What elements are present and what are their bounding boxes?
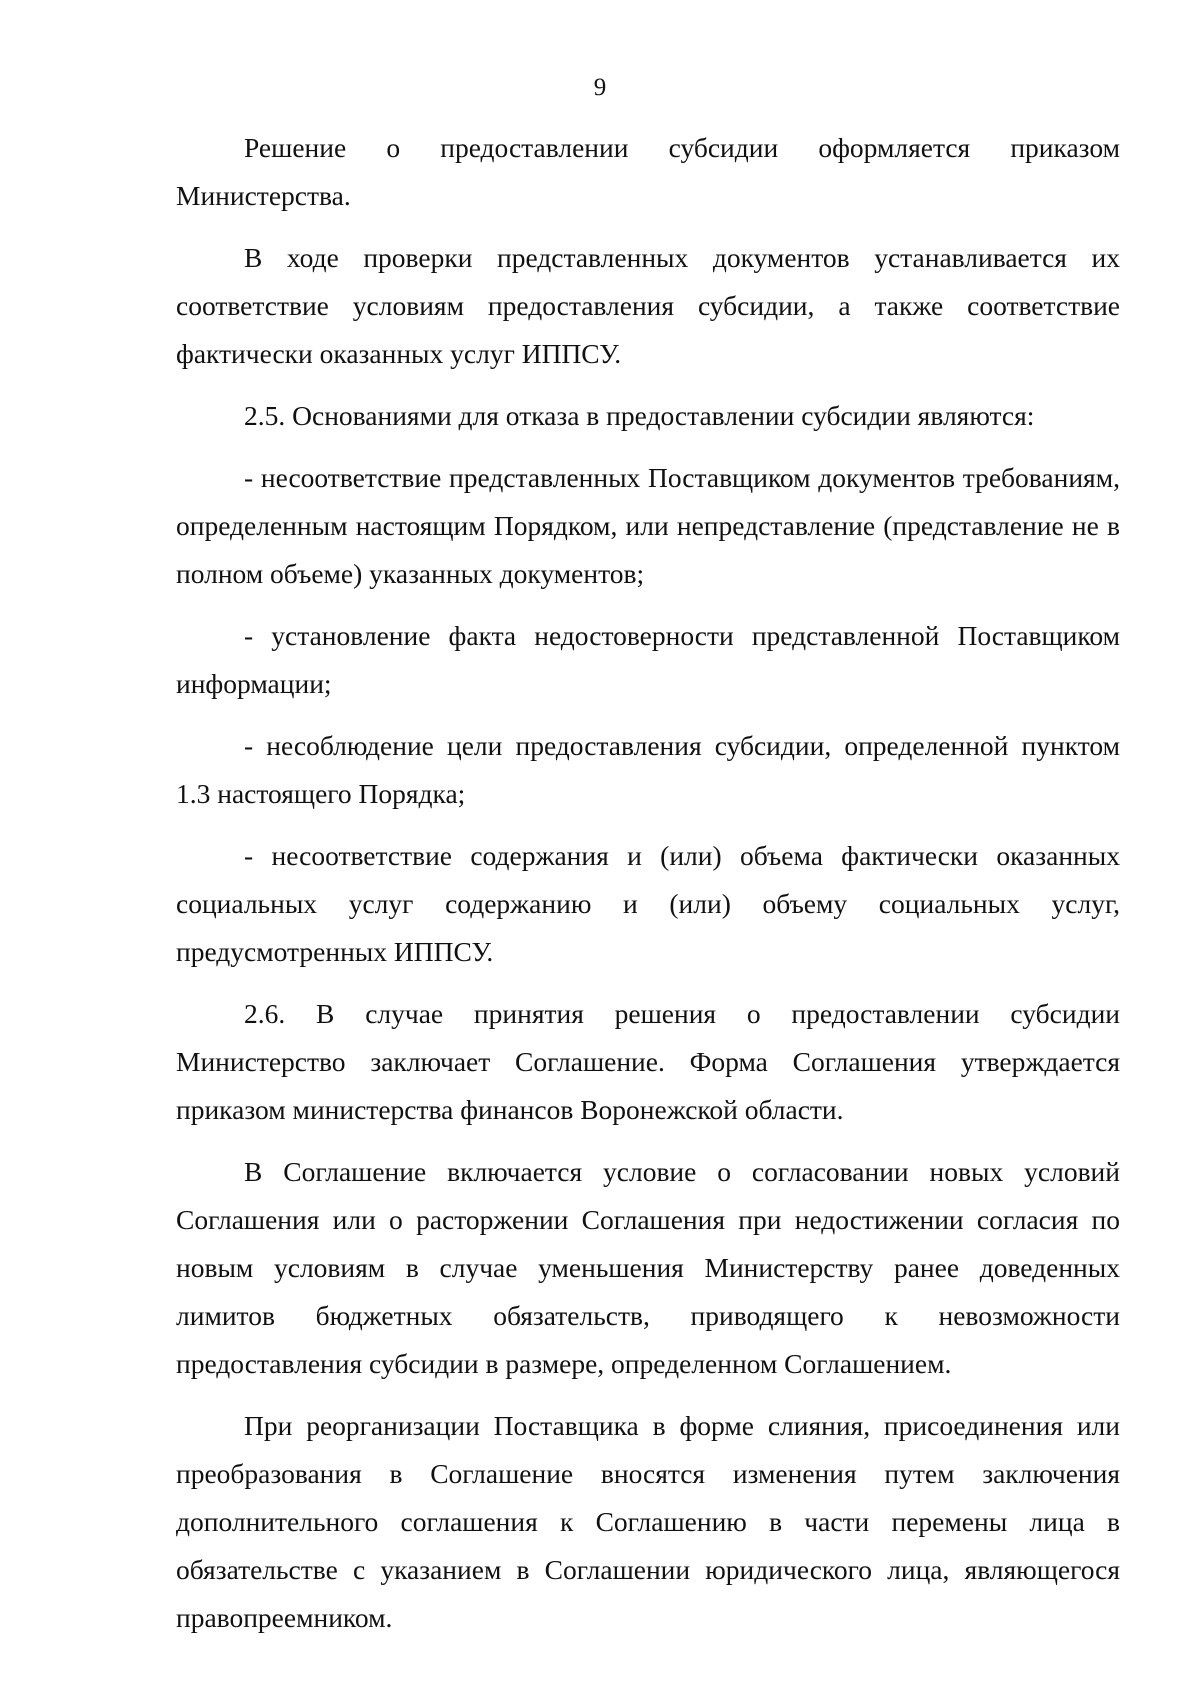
paragraph-decision-order: Решение о предоставлении субсидии оформляется приказом Министерства.	[176, 132, 1120, 211]
paragraph-agreement-conditions: В Соглашение включается условие о согласовании новых условий Соглашения или о расторжении Соглашения при недостижении согласия по новым условиям в случае уменьшения Министерству ранее доведенных лимитов бюджетных обязательств, приводящего к невозможности предоставления субсидии в размере, определенном Соглашением.	[176, 1156, 1120, 1379]
document-body	[176, 124, 1120, 1656]
list-item-services-mismatch: - несоответствие содержания и (или) объема фактически оказанных социальных услуг содержанию и (или) объему социальных услуг, предусмотренных ИППСУ.	[176, 840, 1120, 967]
paragraph-reorganization: При реорганизации Поставщика в форме слияния, присоединения или преобразования в Соглашение вносятся изменения путем заключения дополнительного соглашения к Соглашению в части перемены лица в обязательстве с указанием в Соглашении юридического лица, являющегося правопреемником.	[176, 1410, 1120, 1633]
paragraph-2-5-refusal-grounds: 2.5. Основаниями для отказа в предоставлении субсидии являются:	[244, 400, 1035, 431]
page-number: 9	[593, 74, 607, 101]
paragraph-2-6-agreement: 2.6. В случае принятия решения о предоставлении субсидии Министерство заключает Соглашение. Форма Соглашения утверждается приказом министерства финансов Воронежской области.	[176, 998, 1120, 1125]
list-item-document-mismatch: - несоответствие представленных Поставщиком документов требованиям, определенным настоящим Порядком, или непредставление (представление не в полном объеме) указанных документов;	[176, 462, 1120, 589]
list-item-purpose-violation: - несоблюдение цели предоставления субсидии, определенной пунктом 1.3 настоящего Порядка;	[176, 730, 1120, 809]
paragraph-document-check: В ходе проверки представленных документов устанавливается их соответствие условиям предоставления субсидии, а также соответствие фактически оказанных услуг ИППСУ.	[176, 242, 1120, 369]
list-item-false-information: - установление факта недостоверности представленной Поставщиком информации;	[176, 620, 1120, 699]
